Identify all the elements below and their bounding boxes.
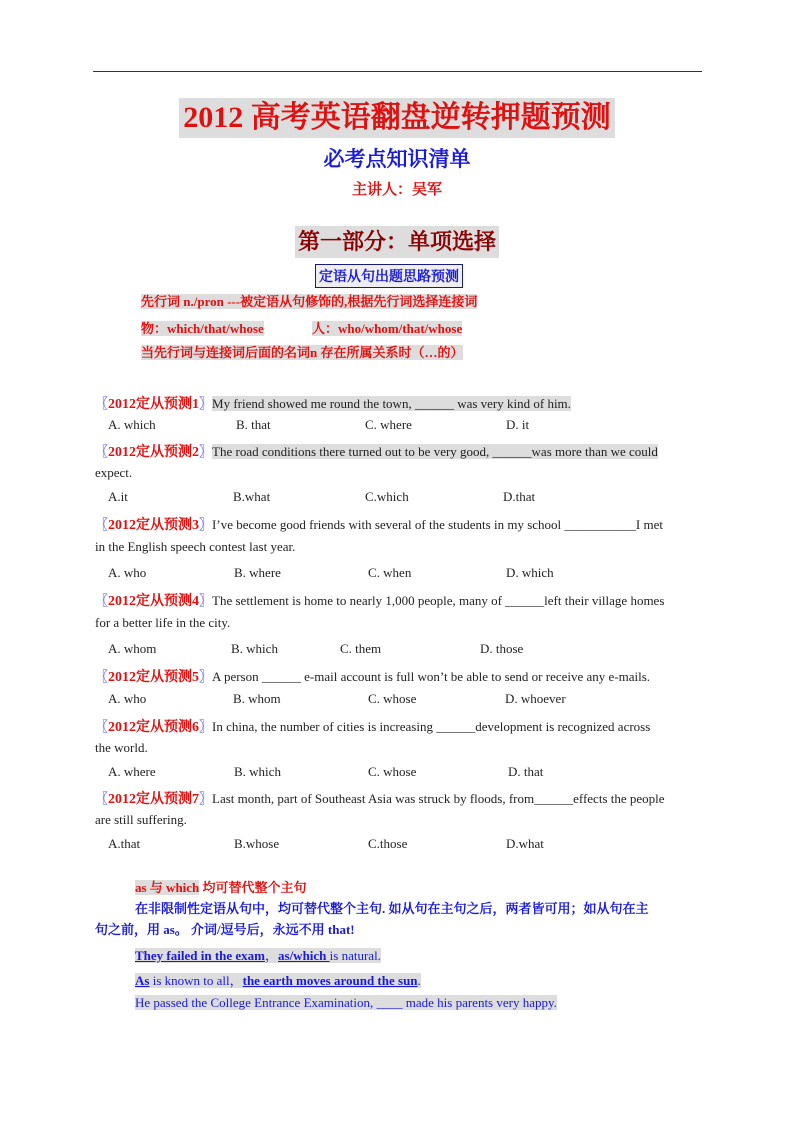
question-4: 〖2012定从预测4〗The settlement is home to nearly 1,000 people, many of ______left their village homes	[95, 593, 665, 609]
page-title: 2012 高考英语翻盘逆转押题预测	[0, 98, 794, 138]
page-subtitle: 必考点知识清单	[323, 147, 471, 171]
question-3-cont: in the English speech contest last year.	[95, 539, 296, 554]
intro-line-3: 人：who/whom/that/whose	[312, 321, 463, 336]
intro-line-1: 先行词 n./pron ---被定语从句修饰的,根据先行词选择连接词	[141, 294, 478, 309]
question-2: 〖2012定从预测2〗The road conditions there turned out to be very good, ______was more than we could	[95, 444, 658, 460]
as-which-example-3: He passed the College Entrance Examination, ____ made his parents very happy.	[135, 995, 557, 1010]
as-which-rule-2: 句之前，用 as。 介词/逗号后，永远不用 that!	[95, 922, 355, 937]
question-5: 〖2012定从预测5〗A person ______ e-mail account is full won’t be able to send or receive any e-mails.	[95, 669, 651, 685]
question-6: 〖2012定从预测6〗In china, the number of cities is increasing ______development is recognized across	[95, 719, 651, 735]
as-which-rule-1: 在非限制性定语从句中，均可替代整个主句. 如从句在主句之后，两者皆可用；如从句在主	[135, 901, 649, 916]
question-1: 〖2012定从预测1〗My friend showed me round the town, ______ was very kind of him.	[95, 396, 571, 412]
question-7: 〖2012定从预测7〗Last month, part of Southeast Asia was struck by floods, from______effects the people	[95, 791, 665, 807]
header-rule	[93, 71, 702, 72]
question-4-cont: for a better life in the city.	[95, 615, 231, 630]
part-title: 第一部分：单项选择	[0, 226, 794, 258]
lecturer: 主讲人：吴军	[351, 182, 442, 198]
intro-line-4: 当先行词与连接词后面的名词n 存在所属关系时（…的）	[141, 345, 464, 360]
as-which-heading: as 与 which 均可替代整个主句	[135, 880, 307, 895]
as-which-example-1: They failed in the exam，as/which is natural.	[135, 948, 381, 963]
question-7-cont: are still suffering.	[95, 812, 187, 827]
as-which-example-2: As is known to all，the earth moves around the sun.	[135, 973, 421, 988]
section-title: 定语从句出题思路预测	[315, 264, 463, 288]
question-3: 〖2012定从预测3〗I’ve become good friends with several of the students in my school ___________I met	[95, 517, 663, 533]
question-2-cont: expect.	[95, 465, 133, 480]
intro-line-2: 物：which/that/whose	[141, 321, 264, 336]
question-6-cont: the world.	[95, 740, 148, 755]
